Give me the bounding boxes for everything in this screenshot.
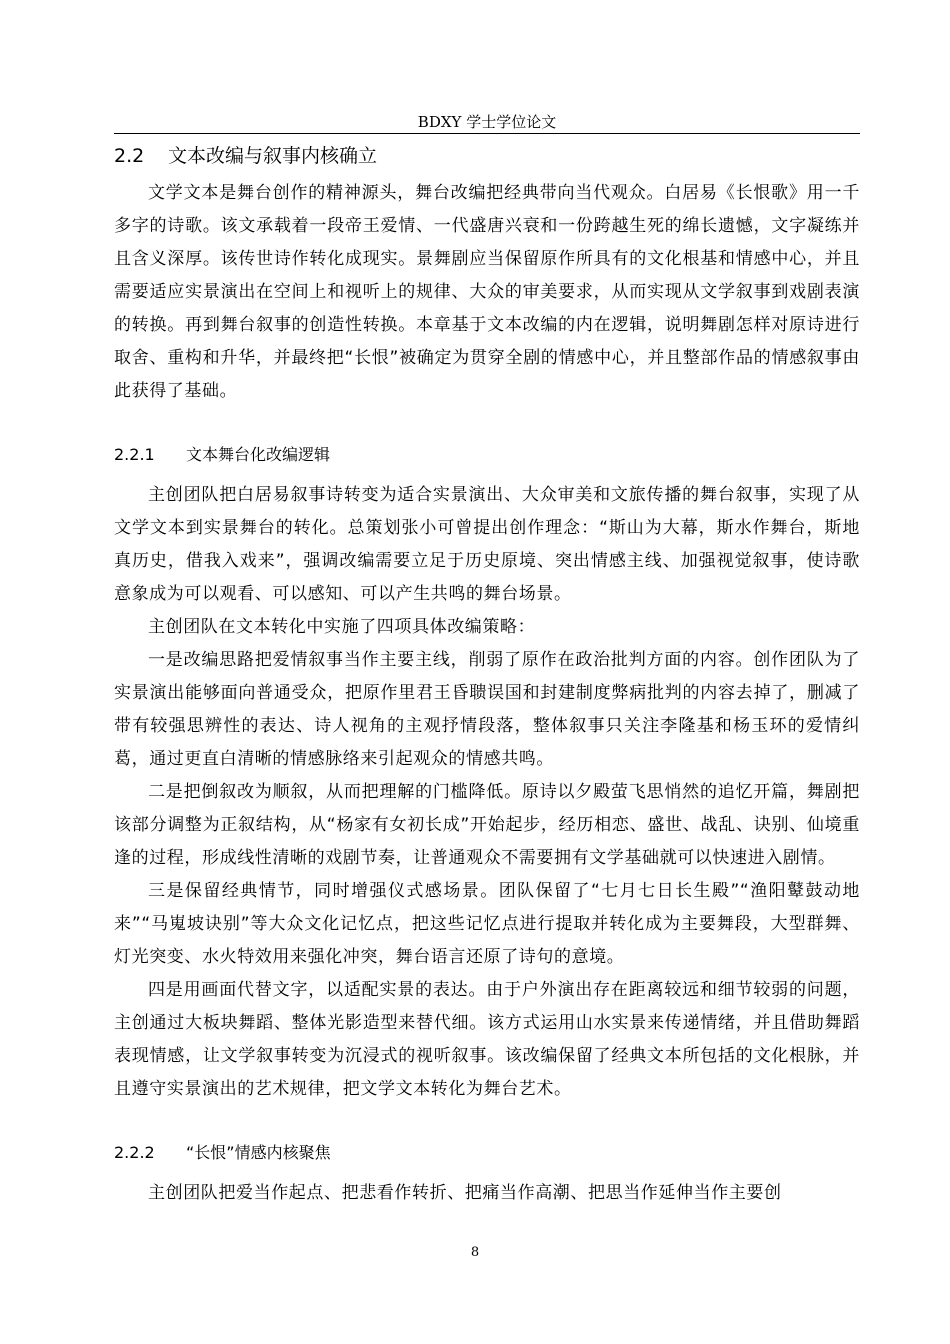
paragraph: 文学文本是舞台创作的精神源头，舞台改编把经典带向当代观众。白居易《长恨歌》用一千多字的诗歌。该文承载着一段帝王爱情、一代盛唐兴衰和一份跨越生死的绵长遗憾，文字凝练并且含义深厚。该传世诗作转化成现实。景舞剧应当保留原作所具有的文化根基和情感中心，并且需要适应实景演出在空间上和视听上的规律、大众的审美要求，从而实现从文学叙事到戏剧表演的转换。再到舞台叙事的创造性转换。本章基于文本改编的内在逻辑，说明舞剧怎样对原诗进行取舍、重构和升华，并最终把“长恨”被确定为贯穿全剧的情感中心，并且整部作品的情感叙事由此获得了基础。 (114, 183, 860, 401)
header-rule (114, 133, 860, 134)
paragraph: 主创团队把白居易叙事诗转变为适合实景演出、大众审美和文旅传播的舞台叙事，实现了从文学文本到实景舞台的转化。总策划张小可曾提出创作理念：“斯山为大幕，斯水作舞台，斯地真历史，借我入戏来”，强调改编需要立足于历史原境、突出情感主线、加强视觉叙事，使诗歌意象成为可以观看、可以感知、可以产生共鸣的舞台场景。 (114, 485, 860, 604)
page-body (114, 139, 860, 1210)
section-number: 2.2 (114, 145, 145, 167)
paragraph: 一是改编思路把爱情叙事当作主要主线，削弱了原作在政治批判方面的内容。创作团队为了实景演出能够面向普通受众，把原作里君王昏聩误国和封建制度弊病批判的内容去掉了，删减了带有较强思辨性的表达、诗人视角的主观抒情段落，整体叙事只关注李隆基和杨玉环的爱情纠葛，通过更直白清晰的情感脉络来引起观众的情感共鸣。 (114, 650, 860, 769)
subsection-heading-2-2-2 (114, 1136, 860, 1170)
subsection-heading-2-2-1 (114, 438, 860, 472)
subsection-title: “长恨”情感内核聚焦 (186, 1143, 331, 1162)
subsection-number: 2.2.2 (114, 1143, 155, 1162)
section-title: 文本改编与叙事内核确立 (168, 145, 378, 167)
paragraph: 二是把倒叙改为顺叙，从而把理解的门槛降低。原诗以夕殿萤飞思悄然的追忆开篇，舞剧把该部分调整为正叙结构，从“杨家有女初长成”开始起步，经历相恋、盛世、战乱、诀别、仙境重逢的过程，形成线性清晰的戏剧节奏，让普通观众不需要拥有文学基础就可以快速进入剧情。 (114, 782, 860, 868)
page-number: 8 (470, 1245, 480, 1260)
paragraph: 三是保留经典情节，同时增强仪式感场景。团队保留了“七月七日长生殿”“渔阳鼙鼓动地来”“马嵬坡诀别”等大众文化记忆点，把这些记忆点进行提取并转化成为主要舞段，大型群舞、灯光突变、水火特效用来强化冲突，舞台语言还原了诗句的意境。 (114, 881, 860, 967)
running-header: BDXY 学士学位论文 (417, 113, 557, 131)
paragraph: 四是用画面代替文字，以适配实景的表达。由于户外演出存在距离较远和细节较弱的问题，主创通过大板块舞蹈、整体光影造型来替代细。该方式运用山水实景来传递情绪，并且借助舞蹈表现情感，让文学叙事转变为沉浸式的视听叙事。该改编保留了经典文本所包括的文化根脉，并且遵守实景演出的艺术规律，把文学文本转化为舞台艺术。 (114, 980, 860, 1099)
paragraph: 主创团队把爱当作起点、把悲看作转折、把痛当作高潮、把思当作延伸当作主要创 (148, 1183, 782, 1203)
subsection-number: 2.2.1 (114, 445, 155, 464)
section-heading-2-2 (114, 139, 860, 173)
paragraph: 主创团队在文本转化中实施了四项具体改编策略： (148, 617, 536, 637)
subsection-title: 文本舞台化改编逻辑 (186, 445, 331, 464)
